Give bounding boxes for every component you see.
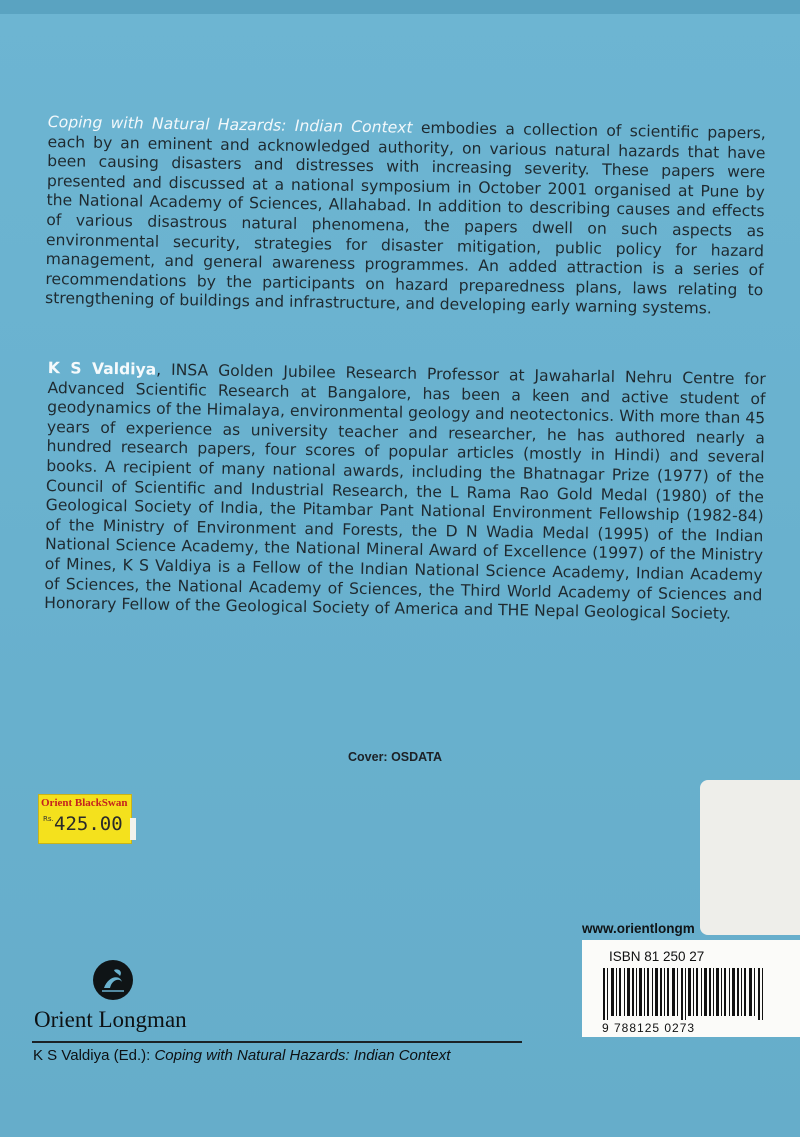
sticker-torn-edge	[130, 818, 136, 840]
sticker-currency: Rs.	[43, 815, 54, 823]
author-bio-body: , INSA Golden Jubilee Research Professor at Jawaharlal Nehru Centre for Advanced Scientific Research at Bangalore, has been a keen and active student of geodynamics of the Himalaya, environmental geology and neotectonics. With more than 45 years of experience as university teacher and researcher, he has authored nearly a hundred research papers, four scores of popular articles (mostly in Hindi) and several books. A recipient of many national awards, including the Bhatnagar Prize (1977) of the Council of Scientific and Industrial Research, the L Rama Rao Gold Medal (1980) of the Geological Society of India, the Pitambar Pant National Environment Fellowship (1982-84) of the Ministry of Environment and Forests, the D N Wadia Medal (1995) of the Indian National Science Academy, the National Mineral Award of Excellence (1997) of the Ministry of Mines, K S Valdiya is a Fellow of the Indian National Science Academy, Indian Academy of Sciences, the National Academy of Sciences, the Third World Academy of Sciences and Honorary Fellow of the Geological Society of America and THE Nepal Geological Society.	[44, 360, 766, 623]
barcode-number: 9 788125 0273	[602, 1021, 696, 1035]
description-body: embodies a collection of scientific papers, each by an eminent and acknowledged authority, on various natural hazards that have been causing disasters and distresses with increasing severity. These papers were presented and discussed at a national symposium in October 2001 organised at Pune by the National Academy of Sciences, Allahabad. In addition to describing causes and effects of various disastrous natural phenomena, the papers dwell on such aspects as environmental security, strategies for disaster mitigation, public policy for hazard management, and general awareness programmes. An added attraction is a series of recommendations by the participants on hazard preparedness plans, laws relating to strengthening of buildings and infrastructure, and developing early warning systems.	[44, 118, 766, 318]
sticker-price: 425.00	[54, 813, 123, 835]
sticker-brand: Orient BlackSwan	[41, 797, 128, 809]
barcode-icon	[603, 968, 773, 1020]
description-title-lead: Coping with Natural Hazards: Indian Context	[47, 112, 413, 137]
torn-label-patch	[700, 780, 800, 935]
cover-credit: Cover: OSDATA	[348, 750, 442, 764]
price-sticker	[38, 794, 132, 844]
author-name: K S Valdiya	[47, 358, 157, 379]
isbn-label: ISBN 81 250 27	[609, 949, 705, 964]
author-bio-paragraph	[44, 359, 766, 625]
top-edge	[0, 0, 800, 14]
footer-editor: K S Valdiya (Ed.):	[33, 1047, 155, 1064]
footer-citation	[33, 1047, 450, 1064]
publisher-website: www.orientlongm	[582, 921, 695, 936]
swan-logo-icon	[90, 958, 136, 1002]
publisher-name: Orient Longman	[34, 1007, 187, 1032]
description-paragraph	[45, 113, 766, 320]
footer-divider	[32, 1041, 522, 1043]
footer-book-title: Coping with Natural Hazards: Indian Context	[154, 1047, 451, 1064]
barcode-panel	[582, 940, 800, 1037]
